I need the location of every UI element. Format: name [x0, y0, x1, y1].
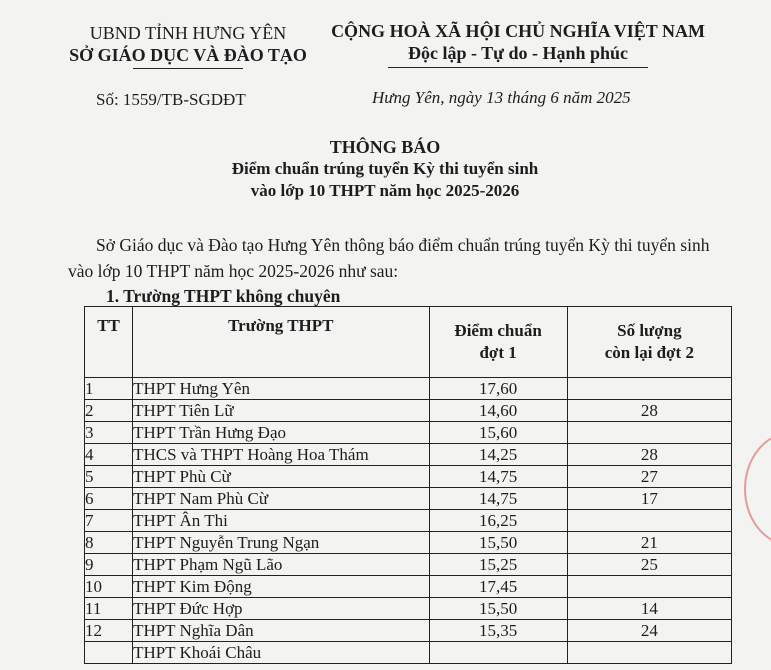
remaining-seats: [567, 378, 731, 400]
document-date: Hưng Yên, ngày 13 tháng 6 năm 2025: [372, 88, 631, 107]
row-index: 10: [85, 576, 133, 598]
table-row: [85, 400, 732, 422]
header-remaining-line-1: Số lượng: [617, 321, 682, 340]
table-row: [85, 620, 732, 642]
intro-paragraph: Sở Giáo dục và Đào tạo Hưng Yên thông báo điểm chuẩn trúng tuyển Kỳ thi tuyển sinh vào lớp 10 THPT năm học 2025-2026 như sau:: [68, 235, 710, 281]
row-index: 11: [85, 598, 133, 620]
table-row: [85, 642, 732, 664]
cutoff-score: 14,25: [429, 444, 567, 466]
issuer-department: SỞ GIÁO DỤC VÀ ĐÀO TẠO: [69, 45, 307, 65]
table-row: [85, 532, 732, 554]
cutoff-score: 15,35: [429, 620, 567, 642]
remaining-seats: [567, 510, 731, 532]
row-index: 12: [85, 620, 133, 642]
remaining-seats: [567, 422, 731, 444]
remaining-seats: 28: [567, 444, 731, 466]
national-title: CỘNG HOÀ XÃ HỘI CHỦ NGHĨA VIỆT NAM: [331, 21, 705, 41]
cutoff-score: 15,60: [429, 422, 567, 444]
school-name: THPT Trần Hưng Đạo: [133, 422, 429, 444]
table-row: [85, 378, 732, 400]
issuer-underline: [133, 68, 243, 69]
cutoff-score: 17,45: [429, 576, 567, 598]
title-line-2: Điểm chuẩn trúng tuyển Kỳ thi tuyển sinh: [231, 159, 539, 178]
school-name: THPT Kim Động: [133, 576, 429, 598]
cutoff-score: 16,25: [429, 510, 567, 532]
table-header-row: [85, 307, 732, 378]
school-name: THPT Hưng Yên: [133, 378, 429, 400]
row-index: 2: [85, 400, 133, 422]
table-row: [85, 466, 732, 488]
table-row: [85, 598, 732, 620]
remaining-seats: [567, 642, 731, 664]
school-name: THPT Nam Phù Cừ: [133, 488, 429, 510]
cutoff-score: 14,75: [429, 466, 567, 488]
school-name: THPT Khoái Châu: [133, 642, 429, 664]
school-name: THPT Ân Thi: [133, 510, 429, 532]
cutoff-score: 15,50: [429, 598, 567, 620]
table-row: [85, 444, 732, 466]
remaining-seats: 14: [567, 598, 731, 620]
header-school: Trường THPT: [133, 307, 429, 378]
issuer-header: [48, 22, 328, 69]
remaining-seats: 27: [567, 466, 731, 488]
school-name: THPT Nghĩa Dân: [133, 620, 429, 642]
school-name: THPT Nguyễn Trung Ngạn: [133, 532, 429, 554]
document-title: [120, 136, 650, 202]
table-row: [85, 422, 732, 444]
national-header: [318, 20, 718, 68]
header-score: [429, 307, 567, 378]
remaining-seats: 17: [567, 488, 731, 510]
school-name: THPT Phù Cừ: [133, 466, 429, 488]
cutoff-score: [429, 642, 567, 664]
row-index: 7: [85, 510, 133, 532]
header-score-line-2: đợt 1: [479, 343, 517, 362]
remaining-seats: 25: [567, 554, 731, 576]
document-number: Số: 1559/TB-SGDĐT: [96, 90, 246, 109]
school-name: THPT Tiên Lữ: [133, 400, 429, 422]
table-row: [85, 554, 732, 576]
cutoff-score: 14,75: [429, 488, 567, 510]
title-line-1: THÔNG BÁO: [329, 137, 441, 157]
cutoff-score: 15,50: [429, 532, 567, 554]
header-remaining: [567, 307, 731, 378]
table-row: [85, 576, 732, 598]
remaining-seats: 28: [567, 400, 731, 422]
row-index: 9: [85, 554, 133, 576]
cutoff-score: 14,60: [429, 400, 567, 422]
official-seal: [744, 432, 771, 546]
table-row: [85, 510, 732, 532]
title-line-3: vào lớp 10 THPT năm học 2025-2026: [250, 181, 520, 200]
cutoff-score: 15,25: [429, 554, 567, 576]
row-index: [85, 642, 133, 664]
national-motto: Độc lập - Tự do - Hạnh phúc: [407, 43, 629, 63]
cutoff-score: 17,60: [429, 378, 567, 400]
school-name: THCS và THPT Hoàng Hoa Thám: [133, 444, 429, 466]
row-index: 3: [85, 422, 133, 444]
row-index: 1: [85, 378, 133, 400]
school-name: THPT Phạm Ngũ Lão: [133, 554, 429, 576]
row-index: 6: [85, 488, 133, 510]
scores-table: [84, 306, 732, 664]
issuer-authority: UBND TỈNH HƯNG YÊN: [89, 23, 287, 43]
remaining-seats: [567, 576, 731, 598]
header-remaining-line-2: còn lại đợt 2: [604, 343, 694, 362]
table-row: [85, 488, 732, 510]
motto-underline: [388, 67, 648, 68]
remaining-seats: 21: [567, 532, 731, 554]
row-index: 4: [85, 444, 133, 466]
remaining-seats: 24: [567, 620, 731, 642]
section-heading: 1. Trường THPT không chuyên: [106, 286, 341, 306]
header-score-line-1: Điểm chuẩn: [454, 321, 542, 340]
header-tt: TT: [85, 307, 133, 378]
school-name: THPT Đức Hợp: [133, 598, 429, 620]
row-index: 8: [85, 532, 133, 554]
row-index: 5: [85, 466, 133, 488]
